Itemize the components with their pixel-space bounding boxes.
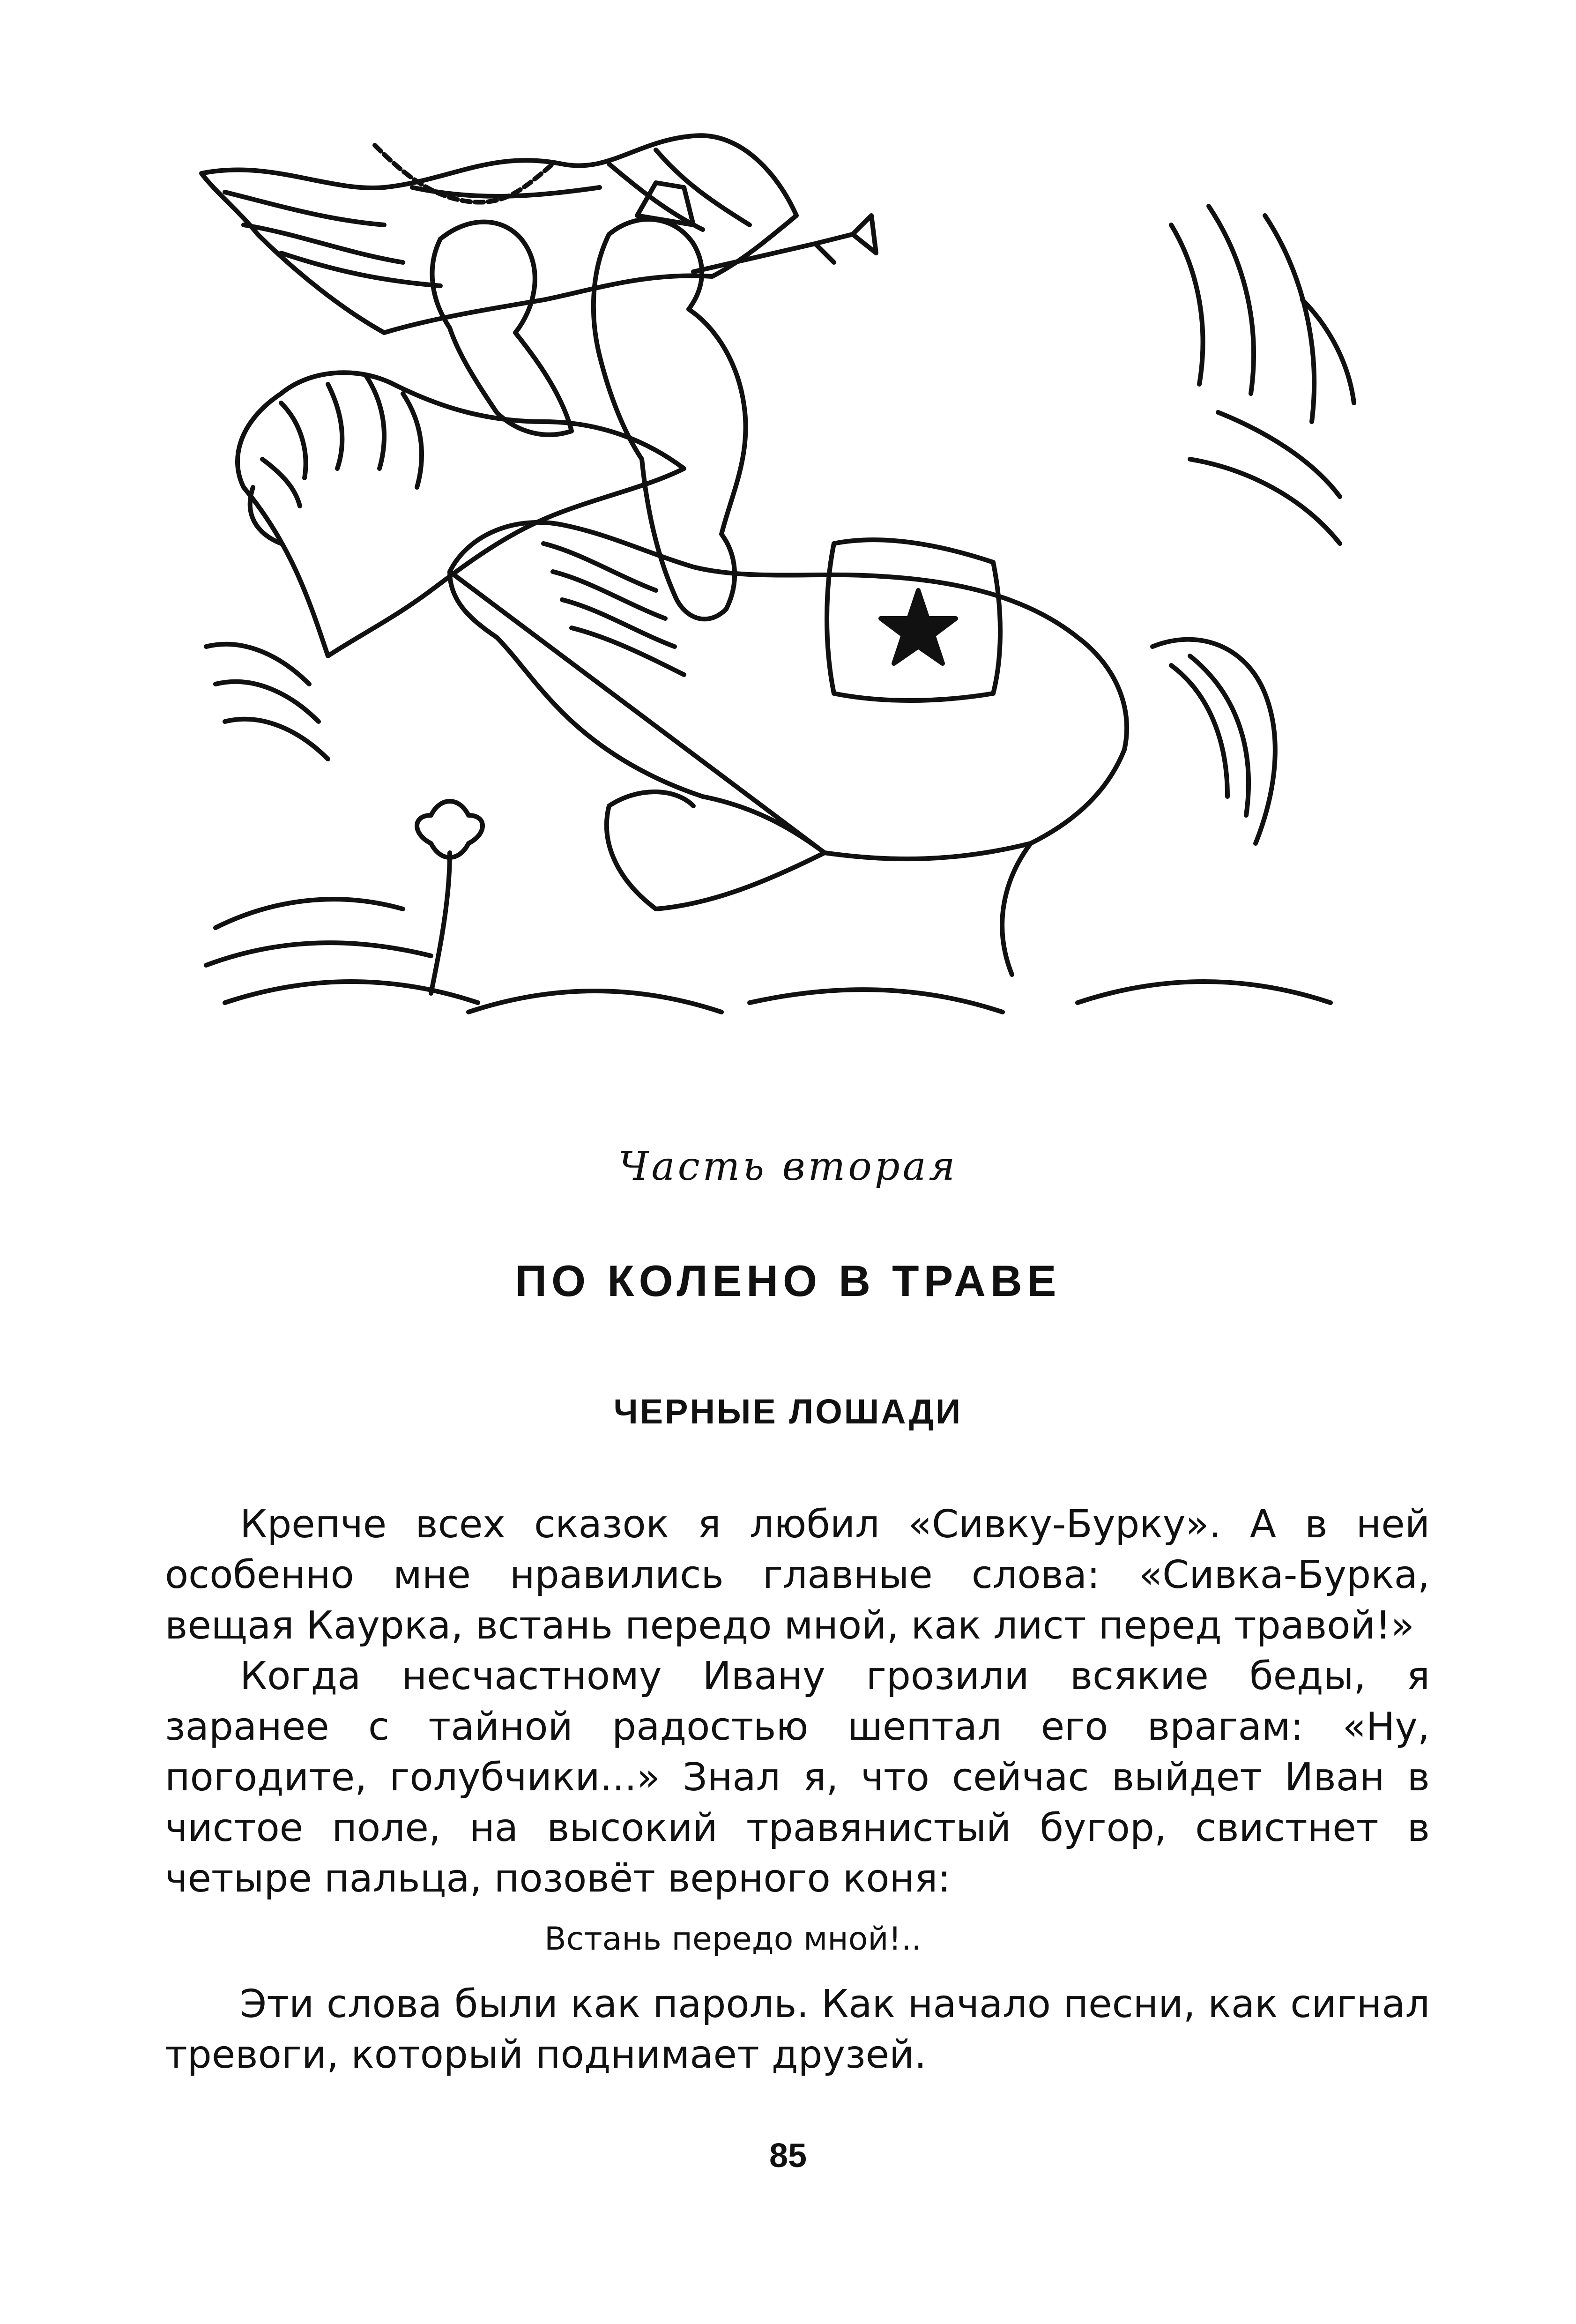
horseman-illustration xyxy=(187,131,1424,1031)
paragraph: Когда несчастному Ивану грозили всякие беды, я заранее с тайной радостью шептал его врагам: «Ну, погодите, голубчики...» Знал я, что сейчас выйдет Иван в чистое поле, на высокий травянистый бугор, свистнет в четыре пальца, позовёт верного коня: xyxy=(165,1654,1430,1901)
flower-icon xyxy=(417,801,483,993)
part-label: Часть вторая xyxy=(618,1143,958,1189)
section-title: ПО КОЛЕНО В ТРАВЕ xyxy=(515,1256,1061,1305)
paragraph: Эти слова были как пароль. Как начало песни, как сигнал тревоги, который поднимает друзей. xyxy=(165,1982,1430,2077)
quote-line: Встань передо мной!.. xyxy=(544,1921,922,1958)
front-horse xyxy=(450,522,1127,975)
body-text xyxy=(165,1499,1430,2080)
grass xyxy=(206,899,1331,1012)
star-icon xyxy=(881,590,956,663)
paragraph: Крепче всех сказок я любил «Сивку-Бурку». А в ней особенно мне нравились главные слова: «Сивка-Бурка, вещая Каурка, встань передо мной, как лист перед травой!» xyxy=(165,1502,1430,1648)
page-number: 85 xyxy=(769,2137,807,2175)
horse-tail xyxy=(1152,640,1275,843)
rear-rider xyxy=(432,222,572,435)
chapter-title: ЧЕРНЫЕ ЛОШАДИ xyxy=(613,1392,963,1431)
foliage xyxy=(1171,206,1354,544)
